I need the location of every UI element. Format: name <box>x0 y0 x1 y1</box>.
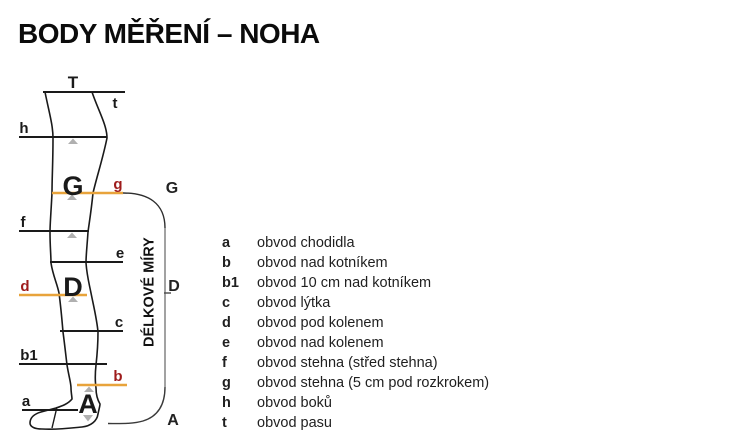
legend-row-b <box>222 253 489 273</box>
legend-text: obvod stehna (střed stehna) <box>257 355 438 371</box>
legend-key: b1 <box>222 275 239 291</box>
length-axis-label: DÉLKOVÉ MÍRY <box>141 237 158 347</box>
length-bracket-bottom-curve <box>108 387 165 424</box>
label-f: f <box>20 214 26 231</box>
legend-row-g <box>222 373 489 393</box>
legend-row-b1 <box>222 273 489 293</box>
legend-key: c <box>222 295 231 311</box>
leg-outline <box>30 92 107 429</box>
legend-row-h <box>222 393 489 413</box>
label-c: c <box>114 314 124 331</box>
legend-key: d <box>222 315 231 331</box>
legend-text: obvod pod kolenem <box>257 315 384 331</box>
bracket-label-G: G <box>165 180 179 197</box>
legend-row-c <box>222 293 489 313</box>
legend-text: obvod nad kotníkem <box>257 255 388 271</box>
label-t: t <box>112 95 118 112</box>
marker-triangle-f <box>67 233 77 239</box>
label-e: e <box>115 245 125 262</box>
legend-key: a <box>222 235 231 251</box>
legend-text: obvod lýtka <box>257 295 331 311</box>
legend-text: obvod nad kolenem <box>257 335 384 351</box>
legend-text: obvod stehna (5 cm pod rozkrokem) <box>257 375 490 391</box>
legend-row-d <box>222 313 489 333</box>
label-h: h <box>19 120 29 137</box>
length-bracket-top-curve <box>123 193 165 228</box>
legend-key: t <box>222 415 227 431</box>
legend-text: obvod boků <box>257 395 332 411</box>
legend-row-f <box>222 353 489 373</box>
legend-row-t <box>222 413 489 433</box>
label-A-big: A <box>78 389 98 419</box>
label-b: b <box>113 368 123 385</box>
label-b1: b1 <box>20 347 38 364</box>
bracket-label-A: A <box>167 412 179 429</box>
legend-key: b <box>222 255 231 271</box>
label-a: a <box>21 393 31 410</box>
legend-row-e <box>222 333 489 353</box>
legend-key: g <box>222 375 231 391</box>
legend-text: obvod chodidla <box>257 235 355 251</box>
label-G-big: G <box>62 171 84 201</box>
label-g: g <box>113 176 123 193</box>
legend-key: e <box>222 335 231 351</box>
marker-triangle-h <box>68 139 78 145</box>
legend-key: f <box>222 355 227 371</box>
label-T: T <box>67 73 79 92</box>
legend-text: obvod pasu <box>257 415 332 431</box>
bracket-label-D: D <box>168 278 180 295</box>
label-d: d <box>20 278 30 295</box>
legend-row-a <box>222 233 489 253</box>
legend-text: obvod 10 cm nad kotníkem <box>257 275 432 291</box>
label-D-big: D <box>63 272 83 302</box>
legend-key: h <box>222 395 231 411</box>
page-title: BODY MĚŘENÍ – NOHA <box>18 18 320 49</box>
legend <box>222 233 489 433</box>
